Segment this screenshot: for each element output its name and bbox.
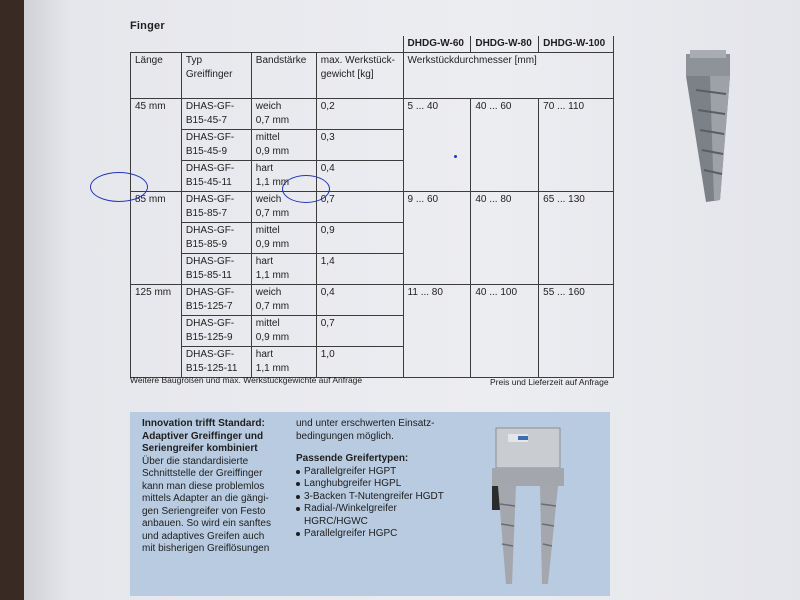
table-row xyxy=(131,285,614,316)
length-cell: 85 mm xyxy=(131,192,182,285)
band-cell: hart 1,1 mm xyxy=(251,347,316,378)
diameter-range-cell: 40 ... 60 xyxy=(471,99,539,192)
info-body-left: Über die standardisierte Schnittstelle der Greiffinger kann man diese problemlos mittels Adapter an die gängi- gen Seriengreifer von Festo anbauen. So wird ein sanftes und adaptives Greifen auch mit bisherigen Greiflösungen xyxy=(142,455,271,554)
diameter-range-cell: 11 ... 80 xyxy=(403,285,471,378)
band-cell: mittel 0,9 mm xyxy=(251,316,316,347)
gripper-type-list xyxy=(296,466,456,541)
type-cell: DHAS-GF- B15-45-9 xyxy=(181,130,251,161)
max-weight-cell: 0,9 xyxy=(316,223,403,254)
info-subhead: Passende Greifertypen: xyxy=(296,453,409,464)
section-title: Finger xyxy=(130,20,165,32)
info-box xyxy=(130,412,610,596)
info-column-left xyxy=(142,418,292,556)
finger-spec-table xyxy=(130,36,614,378)
max-weight-cell: 0,4 xyxy=(316,285,403,316)
type-cell: DHAS-GF- B15-85-9 xyxy=(181,223,251,254)
max-weight-cell: 1,0 xyxy=(316,347,403,378)
max-weight-cell: 0,4 xyxy=(316,161,403,192)
column-header-row xyxy=(131,53,614,99)
gripper-finger-image xyxy=(676,50,746,210)
list-item: Radial-/Winkelgreifer HGRC/HGWC xyxy=(296,503,456,528)
info-column-right xyxy=(296,418,456,541)
band-cell: weich 0,7 mm xyxy=(251,285,316,316)
type-cell: DHAS-GF- B15-85-7 xyxy=(181,192,251,223)
max-weight-cell: 1,4 xyxy=(316,254,403,285)
diameter-range-cell: 55 ... 160 xyxy=(539,285,614,378)
band-cell: weich 0,7 mm xyxy=(251,99,316,130)
length-cell: 45 mm xyxy=(131,99,182,192)
model-dhdg-w-80: DHDG-W-80 xyxy=(471,36,539,53)
type-cell: DHAS-GF- B15-45-11 xyxy=(181,161,251,192)
max-weight-cell: 0,7 xyxy=(316,192,403,223)
max-weight-cell: 0,3 xyxy=(316,130,403,161)
list-item: Langhubgreifer HGPL xyxy=(296,478,456,491)
type-cell: DHAS-GF- B15-125-11 xyxy=(181,347,251,378)
band-cell: mittel 0,9 mm xyxy=(251,223,316,254)
footnote-more-sizes: Weitere Baugrößen und max. Werkstückgewichte auf Anfrage xyxy=(130,375,363,385)
list-item: 3-Backen T-Nutengreifer HGDT xyxy=(296,491,456,504)
model-dhdg-w-60: DHDG-W-60 xyxy=(403,36,471,53)
catalog-page xyxy=(24,0,800,600)
band-cell: mittel 0,9 mm xyxy=(251,130,316,161)
header-bandstaerke: Bandstärke xyxy=(251,53,316,99)
type-cell: DHAS-GF- B15-45-7 xyxy=(181,99,251,130)
band-cell: hart 1,1 mm xyxy=(251,161,316,192)
header-max-gewicht: max. Werkstück- gewicht [kg] xyxy=(316,53,403,99)
header-laenge: Länge xyxy=(131,53,182,99)
info-headline: Innovation trifft Standard: Adaptiver Greiffinger und Seriengreifer kombiniert xyxy=(142,418,265,454)
table-row xyxy=(131,99,614,130)
type-cell: DHAS-GF- B15-125-9 xyxy=(181,316,251,347)
pen-dot xyxy=(454,155,457,158)
diameter-range-cell: 65 ... 130 xyxy=(539,192,614,285)
diameter-range-cell: 40 ... 100 xyxy=(471,285,539,378)
table-row xyxy=(131,192,614,223)
model-dhdg-w-100: DHDG-W-100 xyxy=(539,36,614,53)
list-item: Parallelgreifer HGPC xyxy=(296,528,456,541)
footnote-price: Preis und Lieferzeit auf Anfrage xyxy=(490,377,609,387)
gripper-assembly-image xyxy=(478,424,578,590)
max-weight-cell: 0,7 xyxy=(316,316,403,347)
info-body-right: und unter erschwerten Einsatz- bedingungen möglich. xyxy=(296,418,435,442)
list-item: Parallelgreifer HGPT xyxy=(296,466,456,479)
diameter-range-cell: 5 ... 40 xyxy=(403,99,471,192)
header-typ: Typ Greiffinger xyxy=(181,53,251,99)
diameter-range-cell: 9 ... 60 xyxy=(403,192,471,285)
length-cell: 125 mm xyxy=(131,285,182,378)
header-durchmesser: Werkstückdurchmesser [mm] xyxy=(403,53,613,99)
max-weight-cell: 0,2 xyxy=(316,99,403,130)
band-cell: hart 1,1 mm xyxy=(251,254,316,285)
diameter-range-cell: 70 ... 110 xyxy=(539,99,614,192)
model-header-row xyxy=(131,36,614,53)
type-cell: DHAS-GF- B15-85-11 xyxy=(181,254,251,285)
type-cell: DHAS-GF- B15-125-7 xyxy=(181,285,251,316)
band-cell: weich 0,7 mm xyxy=(251,192,316,223)
diameter-range-cell: 40 ... 80 xyxy=(471,192,539,285)
